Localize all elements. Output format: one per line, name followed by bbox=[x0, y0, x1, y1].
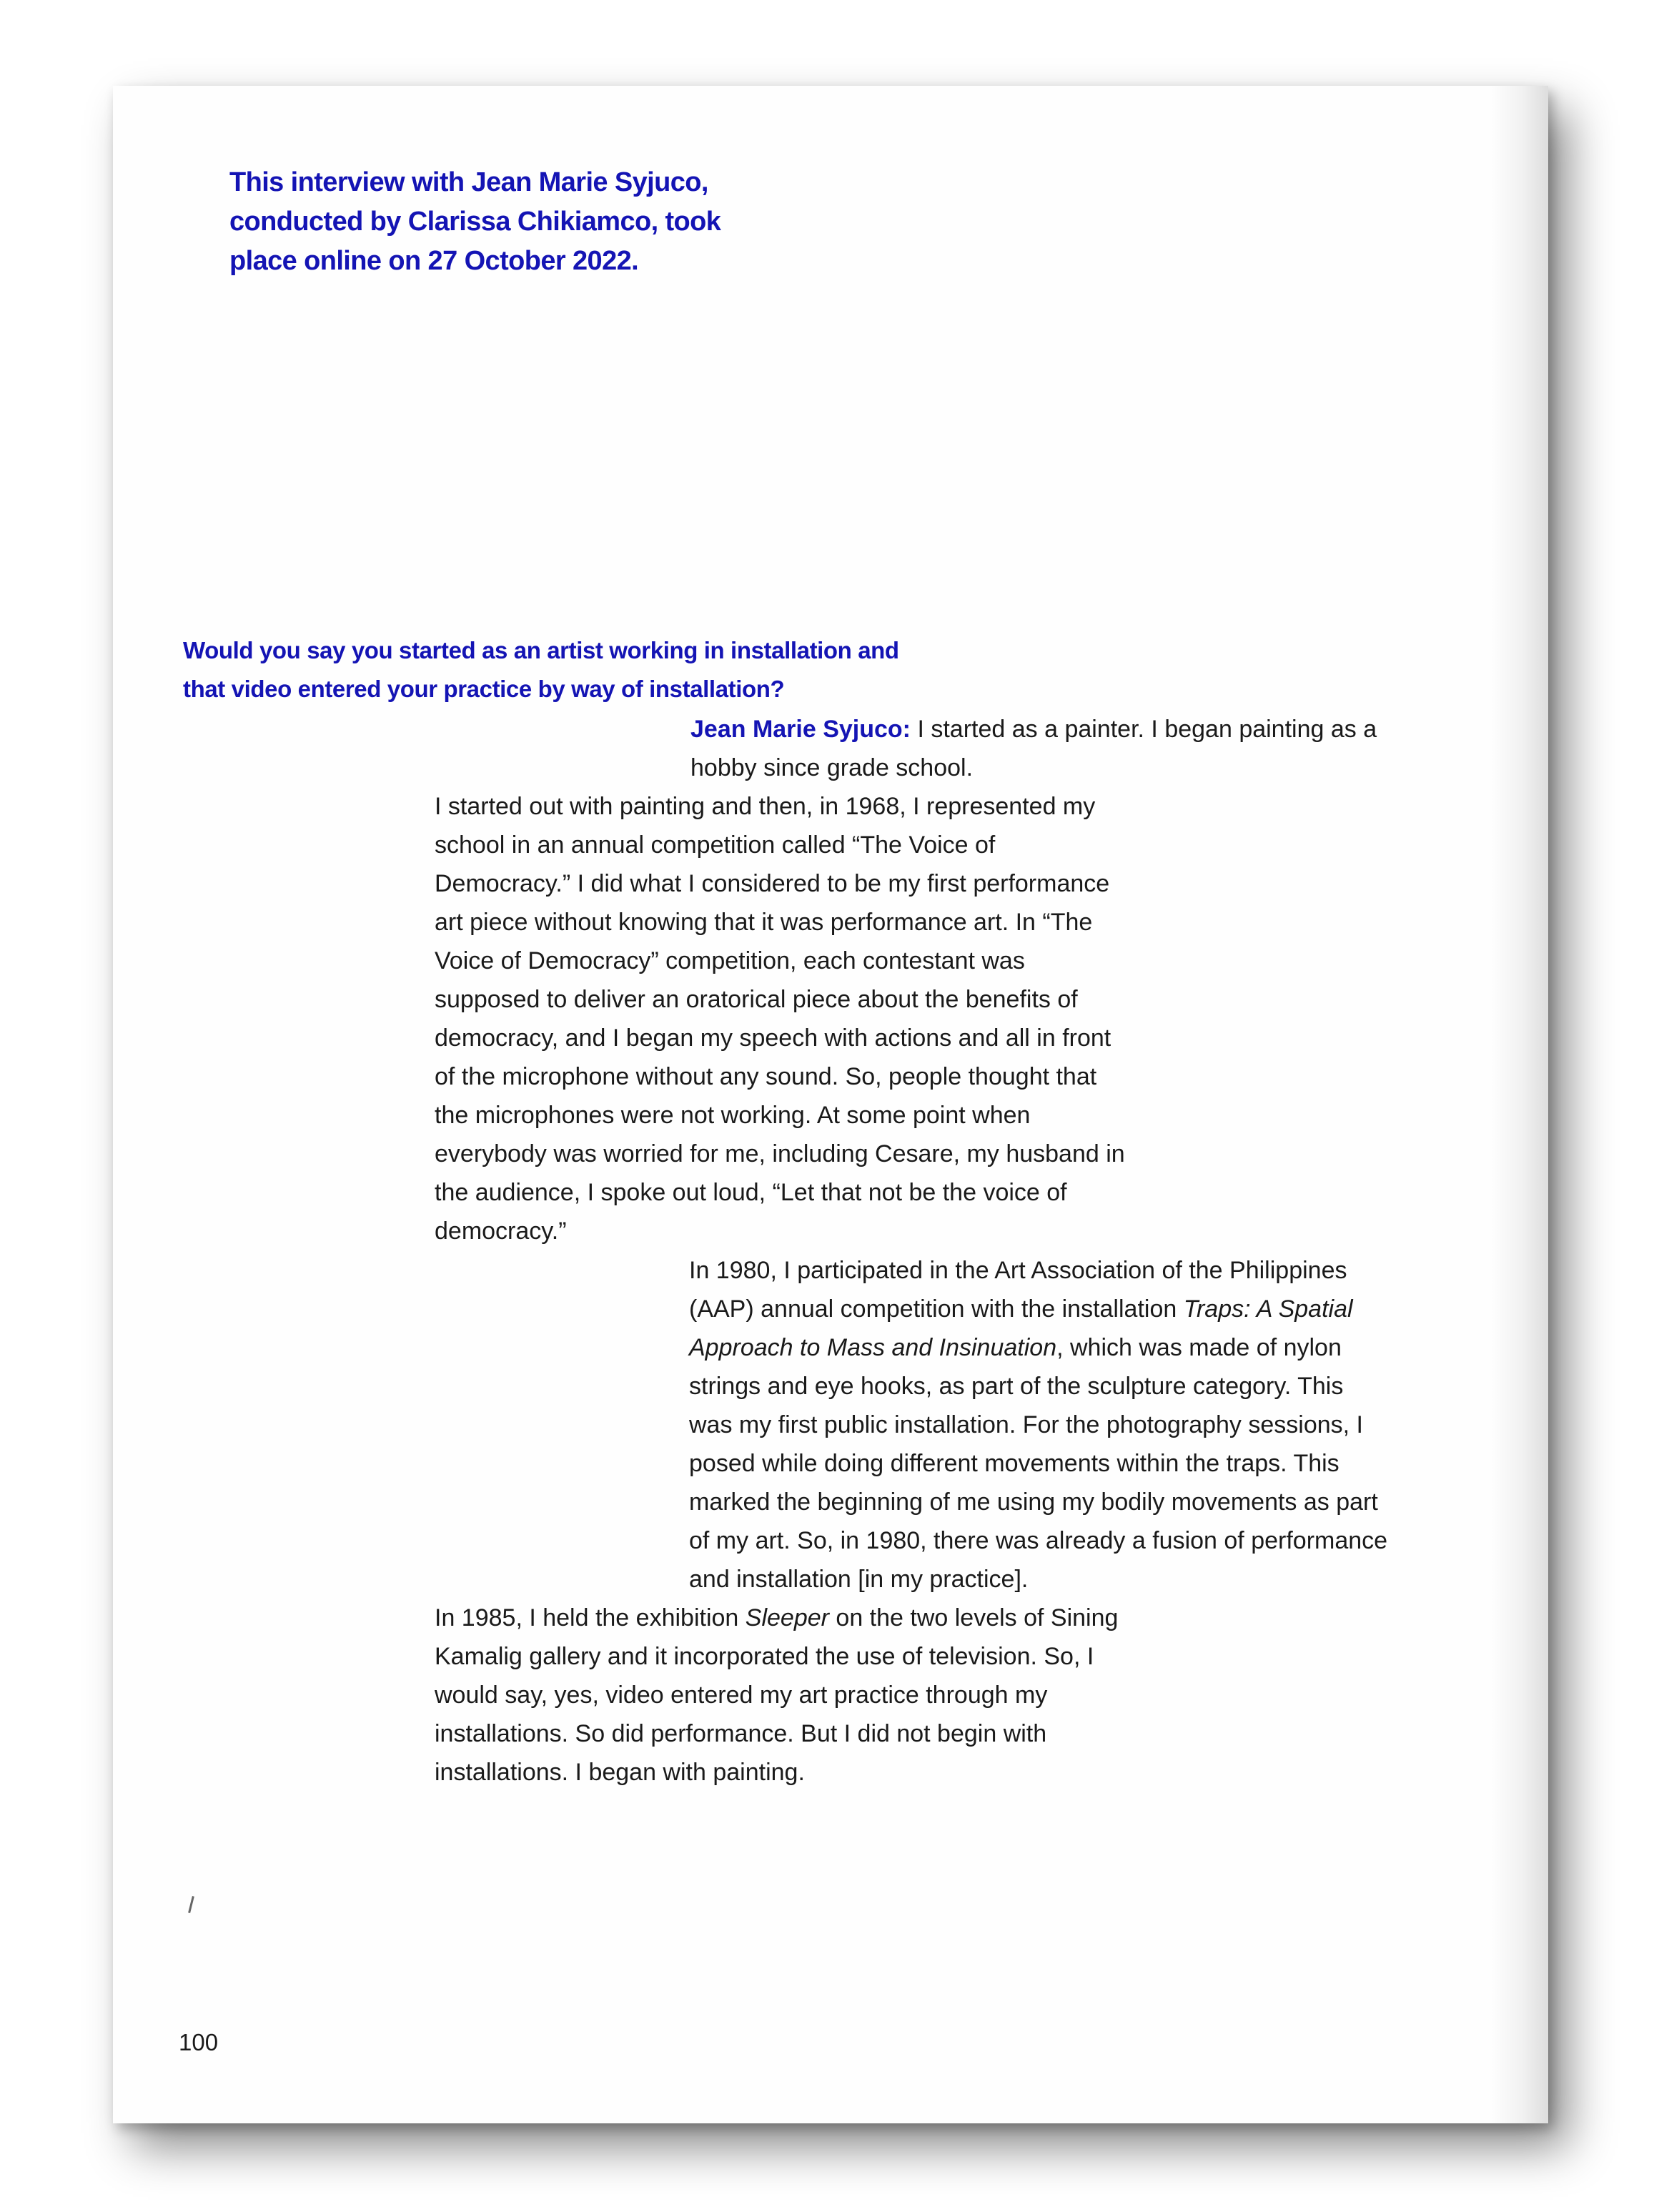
answer-paragraph-3-text-b: , which was made of nylon strings and eye hooks, as part of the sculpture category. This was my first public installation. For the photography sessions, I posed while doing different movements within the traps. This marked the beginning of me using my bodily movements as part of my art. So, in 1980, there was already a fusion of performance and installation [in my practice]. bbox=[689, 1334, 1388, 1593]
answer-paragraph-4-text-a: In 1985, I held the exhibition bbox=[435, 1604, 746, 1631]
exhibition-title-sleeper: Sleeper bbox=[745, 1604, 829, 1631]
speaker-name: Jean Marie Syjuco: bbox=[690, 716, 911, 743]
stray-pen-mark bbox=[188, 1896, 194, 1913]
page-gutter-shadow bbox=[1491, 86, 1548, 2123]
interview-question: Would you say you started as an artist working in installation and that video entered your practice by way of installation? bbox=[183, 637, 899, 702]
book-page bbox=[113, 86, 1548, 2123]
answer-paragraph-4 bbox=[435, 1599, 1257, 1792]
answer-paragraph-4-text-b: on the two levels of Sining Kamalig gallery and it incorporated the use of television. So, I would say, yes, video entered my art practice through my installations. So did performance. But I did not begin with installations. I began with painting. bbox=[435, 1604, 1119, 1786]
page-number: 100 bbox=[179, 2029, 219, 2055]
answer-paragraph-3 bbox=[689, 1251, 1511, 1599]
interview-intro: This interview with Jean Marie Syjuco, conducted by Clarissa Chikiamco, took place online on 27 October 2022. bbox=[229, 167, 721, 276]
answer-paragraph-2: I started out with painting and then, in 1968, I represented my school in an annual competition called “The Voice of Democracy.” I did what I considered to be my first performance art piece without knowing that it was performance art. In “The Voice of Democracy” competition, each contestant was supposed to deliver an oratorical piece about the benefits of democracy, and I began my speech with actions and all in front of the microphone without any sound. So, people thought that the microphones were not working. At some point when everybody was worried for me, including Cesare, my husband in the audience, I spoke out loud, “Let that not be the voice of democracy.” bbox=[435, 793, 1125, 1245]
answer-paragraph-1-text: I started as a painter. I began painting as a hobby since grade school. bbox=[690, 716, 1377, 781]
artwork-title-traps: Traps: A Spatial Approach to Mass and Insinuation bbox=[689, 1295, 1353, 1361]
answer-paragraph-1 bbox=[690, 710, 1477, 787]
answer-paragraph-3-text-a: In 1980, I participated in the Art Association of the Philippines (AAP) annual competition with the installation bbox=[689, 1257, 1347, 1323]
